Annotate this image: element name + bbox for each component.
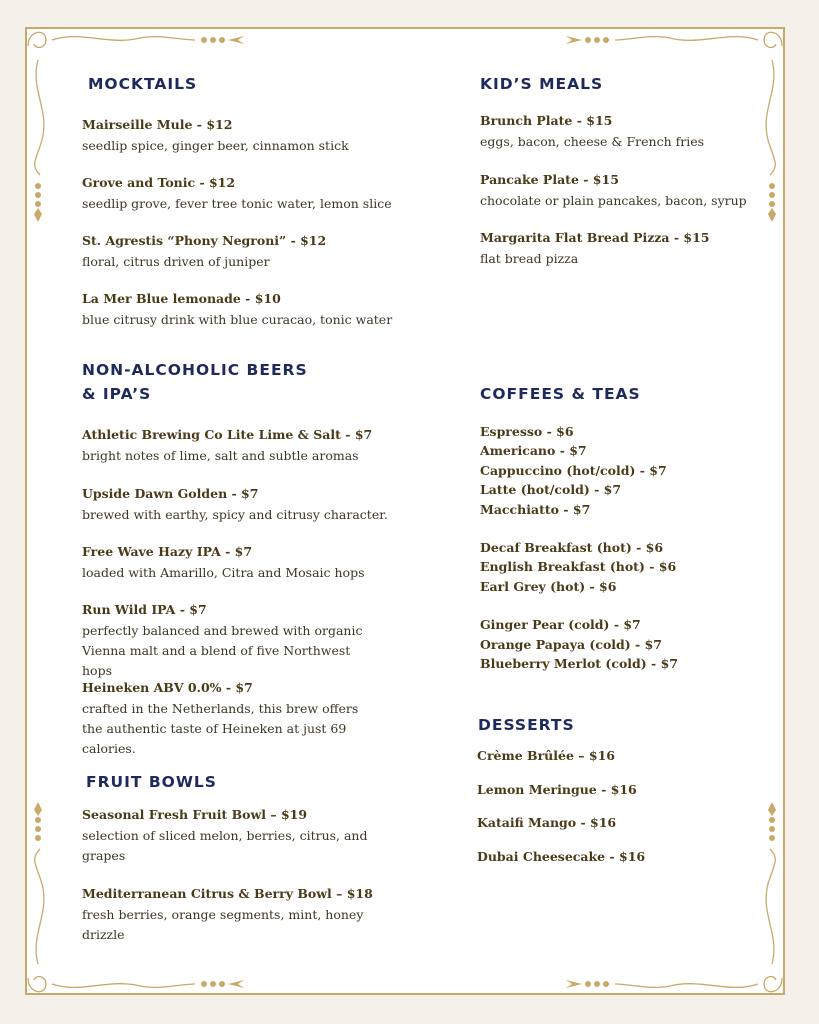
item-description: blue citrusy drink with blue curacao, tonic water bbox=[82, 312, 393, 327]
item-name: Upside Dawn Golden - $7 bbox=[82, 486, 259, 501]
section-title-line: & IPA’S bbox=[82, 385, 152, 403]
item-name: Heineken ABV 0.0% - $7 bbox=[82, 680, 253, 695]
item-name: Athletic Brewing Co Lite Lime & Salt - $7 bbox=[82, 427, 373, 442]
menu-item bbox=[82, 601, 382, 681]
menu-item bbox=[82, 806, 382, 866]
item-description: seedlip grove, fever tree tonic water, lemon slice bbox=[82, 196, 392, 211]
menu-item: Blueberry Merlot (cold) - $7 bbox=[480, 656, 678, 671]
menu-item: Crème Brûlée – $16 bbox=[477, 748, 615, 763]
item-name: Mairseille Mule - $12 bbox=[82, 117, 233, 132]
section-title-desserts: DESSERTS bbox=[478, 716, 575, 734]
menu-item bbox=[480, 112, 704, 152]
menu-item: Americano - $7 bbox=[480, 443, 587, 458]
menu-item: Dubai Cheesecake - $16 bbox=[477, 849, 646, 864]
item-name: Mediterranean Citrus & Berry Bowl – $18 bbox=[82, 886, 373, 901]
item-description: flat bread pizza bbox=[480, 251, 579, 266]
item-description: crafted in the Netherlands, this brew offers the authentic taste of Heineken at just 69 calories. bbox=[82, 701, 359, 756]
item-name: St. Agrestis “Phony Negroni” - $12 bbox=[82, 233, 327, 248]
item-description: floral, citrus driven of juniper bbox=[82, 254, 270, 269]
menu-item bbox=[82, 290, 392, 330]
section-title-line: NON-ALCOHOLIC BEERS bbox=[82, 361, 308, 379]
section-title-mocktails: MOCKTAILS bbox=[88, 75, 198, 93]
menu-item bbox=[82, 485, 388, 525]
item-description: fresh berries, orange segments, mint, honey drizzle bbox=[82, 907, 364, 942]
item-name: Brunch Plate - $15 bbox=[480, 113, 613, 128]
item-description: chocolate or plain pancakes, bacon, syrup bbox=[480, 193, 747, 208]
section-title-coffees-teas: COFFEES & TEAS bbox=[480, 385, 641, 403]
section-title-fruit-bowls: FRUIT BOWLS bbox=[86, 773, 217, 791]
menu-item: Ginger Pear (cold) - $7 bbox=[480, 617, 641, 632]
menu-item: Lemon Meringue - $16 bbox=[477, 782, 637, 797]
menu-item: Decaf Breakfast (hot) - $6 bbox=[480, 540, 664, 555]
item-description: selection of sliced melon, berries, citrus, and grapes bbox=[82, 828, 368, 863]
menu-item: Earl Grey (hot) - $6 bbox=[480, 579, 617, 594]
menu-item bbox=[82, 232, 326, 272]
menu-item: Orange Papaya (cold) - $7 bbox=[480, 637, 662, 652]
item-name: Grove and Tonic - $12 bbox=[82, 175, 236, 190]
menu-item: Cappuccino (hot/cold) - $7 bbox=[480, 463, 667, 478]
menu-item bbox=[82, 116, 349, 156]
item-name: Seasonal Fresh Fruit Bowl – $19 bbox=[82, 807, 308, 822]
menu-item bbox=[82, 679, 382, 759]
menu-item bbox=[480, 229, 710, 269]
item-description: eggs, bacon, cheese & French fries bbox=[480, 134, 705, 149]
item-description: perfectly balanced and brewed with organic Vienna malt and a blend of five Northwest hops bbox=[82, 623, 363, 678]
menu-item: English Breakfast (hot) - $6 bbox=[480, 559, 677, 574]
menu-item: Macchiatto - $7 bbox=[480, 502, 591, 517]
item-description: brewed with earthy, spicy and citrusy character. bbox=[82, 507, 388, 522]
item-name: Margarita Flat Bread Pizza - $15 bbox=[480, 230, 710, 245]
section-title-kids-meals: KID’S MEALS bbox=[480, 75, 604, 93]
menu-item: Latte (hot/cold) - $7 bbox=[480, 482, 622, 497]
item-name: Run Wild IPA - $7 bbox=[82, 602, 207, 617]
item-description: seedlip spice, ginger beer, cinnamon stick bbox=[82, 138, 349, 153]
menu-item bbox=[82, 543, 365, 583]
menu-item: Espresso - $6 bbox=[480, 424, 574, 439]
menu-item bbox=[82, 174, 392, 214]
item-name: Free Wave Hazy IPA - $7 bbox=[82, 544, 253, 559]
menu-item bbox=[82, 426, 372, 466]
menu-item bbox=[82, 885, 382, 945]
menu-item: Kataifi Mango - $16 bbox=[477, 815, 617, 830]
section-title-beers bbox=[82, 358, 308, 406]
item-description: loaded with Amarillo, Citra and Mosaic hops bbox=[82, 565, 365, 580]
item-name: La Mer Blue lemonade - $10 bbox=[82, 291, 281, 306]
menu-item bbox=[480, 171, 747, 211]
item-name: Pancake Plate - $15 bbox=[480, 172, 619, 187]
item-description: bright notes of lime, salt and subtle aromas bbox=[82, 448, 359, 463]
